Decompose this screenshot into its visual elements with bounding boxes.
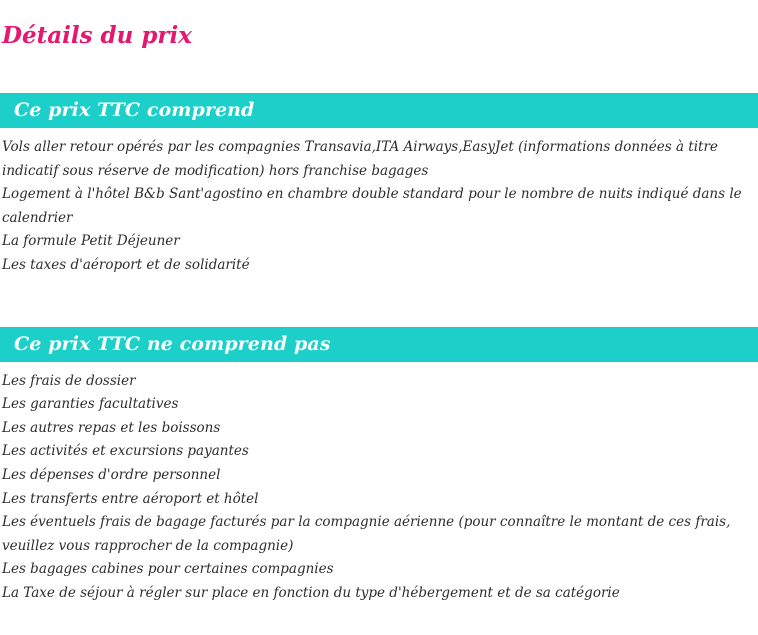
list-item: Les bagages cabines pour certaines compagnies xyxy=(2,561,334,578)
section-included-title: Ce prix TTC comprend xyxy=(14,99,255,121)
list-item: La formule Petit Déjeuner xyxy=(2,233,180,250)
list-item: Les activités et excursions payantes xyxy=(2,443,249,460)
list-item: Les autres repas et les boissons xyxy=(2,419,221,436)
list-item: Les frais de dossier xyxy=(2,372,136,389)
section-excluded-list xyxy=(0,362,758,606)
section-excluded xyxy=(0,278,758,606)
section-excluded-title: Ce prix TTC ne comprend pas xyxy=(14,332,331,355)
section-included-header xyxy=(0,93,758,128)
section-included-list xyxy=(0,128,758,278)
list-item: Les garanties facultatives xyxy=(2,396,179,413)
list-item: La Taxe de séjour à régler sur place en fonction du type d'hébergement et de sa catégorie xyxy=(2,584,620,601)
list-item: Vols aller retour opérés par les compagnies Transavia,ITA Airways,EasyJet (informations données à titre indicatif sous réserve de modification) hors franchise bagages xyxy=(2,139,718,179)
list-item: Les dépenses d'ordre personnel xyxy=(2,466,221,483)
page-title: Détails du prix xyxy=(2,22,192,49)
list-item: Les éventuels frais de bagage facturés par la compagnie aérienne (pour connaître le montant de ces frais, veuillez vous rapprocher de la compagnie) xyxy=(2,514,731,554)
section-included xyxy=(0,50,758,278)
section-excluded-header xyxy=(0,327,758,362)
list-item: Les taxes d'aéroport et de solidarité xyxy=(2,256,250,273)
list-item: Les transferts entre aéroport et hôtel xyxy=(2,490,259,507)
list-item: Logement à l'hôtel B&b Sant'agostino en chambre double standard pour le nombre de nuits indiqué dans le calendrier xyxy=(2,186,742,226)
